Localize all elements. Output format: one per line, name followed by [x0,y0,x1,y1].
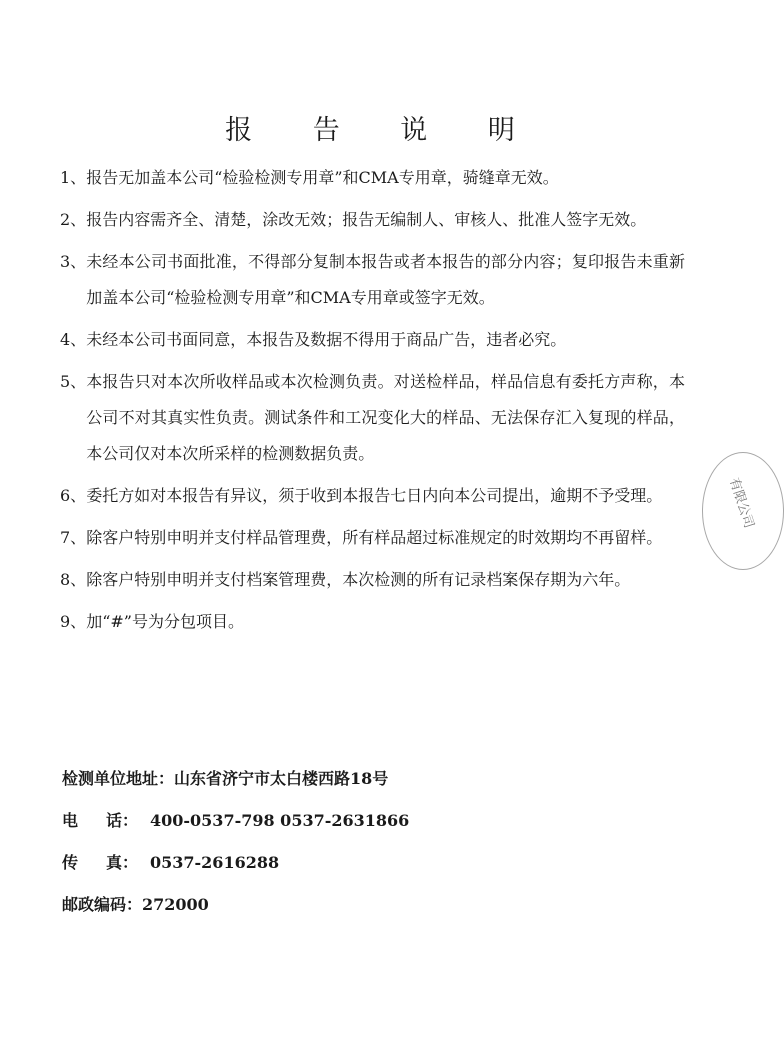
note-text: 本报告只对本次所收样品或本次检测负责。对送检样品，样品信息有委托方声称，本公司不对其真实性负责。测试条件和工况变化大的样品、无法保存汇入复现的样品，本公司仅对本次所采样的检测数据负责。 [86,372,685,463]
postcode-value: 272000 [142,895,209,914]
phone-row [62,806,662,848]
note-item [60,478,685,514]
note-number: 8、 [60,570,87,589]
postcode-label: 邮政编码： [62,895,143,914]
note-text: 除客户特别申明并支付档案管理费，本次检测的所有记录档案保存期为六年。 [86,570,631,589]
postcode-row [62,890,662,932]
note-item [60,202,685,238]
note-number: 9、 [60,612,87,631]
note-item [60,604,685,640]
note-text: 未经本公司书面批准，不得部分复制本报告或者本报告的部分内容；复印报告未重新加盖本公司“检验检测专用章”和CMA专用章或签字无效。 [86,252,685,307]
note-number: 3、 [60,252,87,271]
note-item [60,160,685,196]
note-text: 报告内容需齐全、清楚，涂改无效；报告无编制人、审核人、批准人签字无效。 [86,210,647,229]
note-text: 未经本公司书面同意，本报告及数据不得用于商品广告，违者必究。 [86,330,567,349]
phone-value: 400-0537-798 0537-2631866 [150,811,410,830]
note-text: 报告无加盖本公司“检验检测专用章”和CMA专用章，骑缝章无效。 [86,168,559,187]
note-item [60,364,685,472]
note-text: 除客户特别申明并支付样品管理费，所有样品超过标准规定的时效期均不再留样。 [86,528,663,547]
phone-label [62,806,150,836]
note-text: 加“#”号为分包项目。 [86,612,244,631]
address-label: 检测单位地址： [62,769,175,788]
fax-row [62,848,662,890]
note-number: 1、 [60,168,87,187]
note-text: 委托方如对本报告有异议，须于收到本报告七日内向本公司提出，逾期不予受理。 [86,486,663,505]
page-title: 报 告 说 明 [225,115,541,146]
address-row [62,764,662,806]
fax-value: 0537-2616288 [150,853,280,872]
note-item [60,520,685,556]
fax-label-part: 真： [106,853,139,872]
note-item [60,244,685,316]
note-number: 4、 [60,330,87,349]
seal-stamp-text: 有限公司 [725,476,757,531]
address-value: 山东省济宁市太白楼西路18号 [174,769,389,788]
fax-label-part: 传 [62,853,79,872]
fax-label [62,848,150,878]
note-number: 6、 [60,486,87,505]
notes-list [60,160,685,646]
note-number: 7、 [60,528,87,547]
seal-stamp [702,452,784,570]
note-item [60,562,685,598]
note-number: 2、 [60,210,87,229]
phone-label-part: 电 [62,811,79,830]
contact-info [62,764,662,932]
phone-label-part: 话： [106,811,139,830]
note-item [60,322,685,358]
note-number: 5、 [60,372,87,391]
